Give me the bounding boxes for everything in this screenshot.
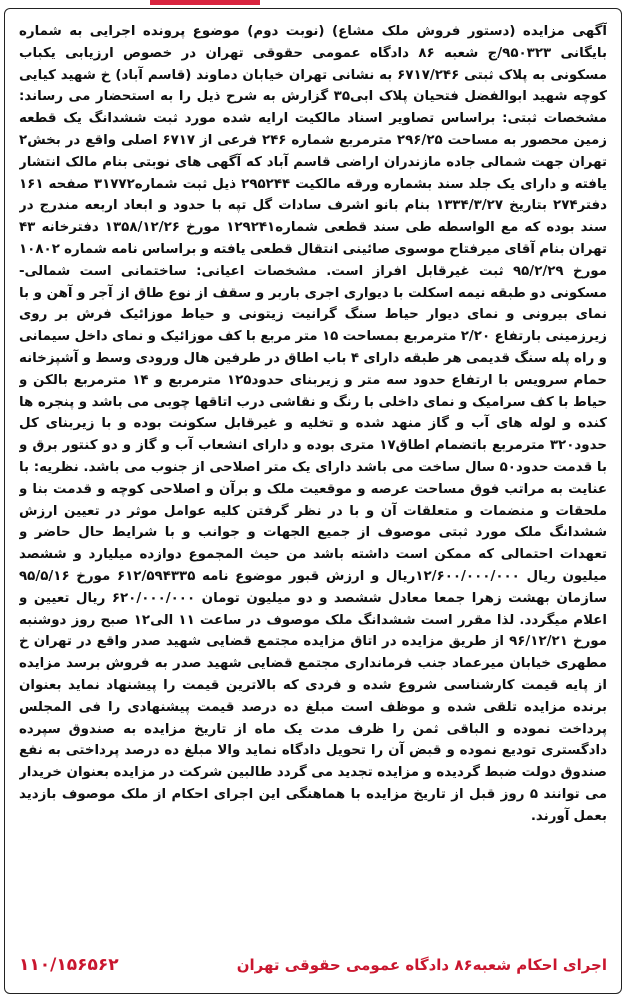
notice-code: ۱۱۰/۱۵۶۵۶۲ <box>19 955 119 975</box>
header-accent-bar <box>150 0 260 5</box>
notice-body <box>19 21 607 953</box>
notice-frame <box>4 8 622 994</box>
notice-text: آگهی مزایده (دستور فروش ملک مشاع) (نوبت دوم) موضوع پرونده اجرایی به شماره بایگانی ۹۵۰۳۲۳/ج شعبه ۸۶ دادگاه عمومی حقوقی تهران در خصوص ارزیابی یکباب مسکونی به پلاک ثبتی ۶۷۱۷/۲۴۶ به نشانی تهران خیابان دماوند (قاسم آباد) خ شهید کیایی کوچه شهید ابوالفضل فتحیان پلاک ابی۳۵ گزارش به شرح ذیل را به استحضار می رساند: مشخصات ثبتی: براساس تصاویر اسناد مالکیت ارایه شده مورد ثبت ششدانگ یک قطعه زمین محصور به مساحت ۲۹۶/۲۵ مترمربع شماره ۲۴۶ فرعی از ۶۷۱۷ اصلی واقع در بخش۲ تهران جهت شمالی جاده مازندران اراضی قاسم آباد که آگهی های نوبتی بنام مالک انتشار یافته و دارای یک جلد سند بشماره ورقه مالکیت ۲۹۵۲۴۴ ذیل ثبت شماره۳۱۷۷۲ صفحه ۱۶۱ دفتر۲۷۴ بتاریخ ۱۳۳۴/۳/۲۷ بنام بانو اشرف سادات گل تپه با حدود و ابعاد اربعه مندرج در سند بوده که مع الواسطه طی سند قطعی شماره۱۲۹۲۴۱ مورخ ۱۳۵۸/۱۲/۲۶ دفترخانه ۴۳ تهران بنام آقای میرفتاح موسوی صائینی انتقال قطعی یافته و براساس نامه شماره ۱۰۸۰۲ مورخ ۹۵/۲/۲۹ ثبت غیرقابل افراز است. مشخصات اعیانی: ساختمانی است شمالی- مسکونی دو طبقه نیمه اسکلت با دیواری اجری باربر و سقف از نوع طاق از آجر و آهن و با نمای بیرونی و نمای دیوار حیاط سنگ گرانیت زیتونی و حیاط موزائیک فرش بر روی زیرزمینی بارتفاع ۲/۲۰ مترمربع بمساحت ۱۵ متر مربع با کف موزائیک و نمای داخل سیمانی و راه پله سنگ قدیمی هر طبقه دارای ۴ باب اطاق در طرفین هال ورودی وسط و آشپزخانه حمام سرویس با ارتفاع حدود سه متر و زیربنای حدود۱۲۵ مترمربع و ۱۴ مترمربع بالکن و حیاط با کف سرامیک و نمای داخلی با رنگ و نقاشی درب اتاقها چوبی می باشد و پنجره ها کنده و لوله های آب و گاز منهد شده و تخلیه و غیرقابل سکونت بوده و با زیربنای کل حدود۳۲۰ مترمربع باتضمام اطاق۱۷ متری بوده و دارای انشعاب آب و گاز و دو کنتور برق و با قدمت حدود۵۰ سال ساخت می باشد دارای یک متر اصلاحی از جنوب می باشد. نظریه: با عنایت به مراتب فوق مساحت عرصه و موقعیت ملک و برآن و اصلاحی کوچه و قدمت بنا و ملحقات و منضمات و متعلقات آن و با در نظر گرفتن کلیه عوامل موثر در تعیین ارزش ششدانگ ملک مورد ثبتی موصوف از جمیع الجهات و جوانب و با شرایط حال حاضر و تعهدات احتمالی که ممکن است داشته باشد من حیث المجموع دوازده میلیارد و ششصد میلیون ریال ۱۲/۶۰۰/۰۰۰/۰۰۰ریال و ارزش قبور موضوع نامه ۶۱۲/۵۹۴۳۳۵ مورخ ۹۵/۵/۱۶ سازمان بهشت زهرا جمعا معادل ششصد و دو میلیون تومان ۶۲۰/۰۰۰/۰۰۰ ریال تعیین و اعلام میگردد. لذا مقرر است ششدانگ ملک موصوف در ساعت ۱۱ الی۱۲ صبح روز دوشنبه مورخ ۹۶/۱۲/۲۱ از طریق مزایده در اتاق مزایده مجتمع قضایی شهید صدر واقع در تهران خ مطهری خیابان میرعماد جنب فرمانداری مجتمع قضایی شهید صدر به فروش برسد مزایده از پایه قیمت کارشناسی شروع شده و فردی که بالاترین قیمت را پیشنهاد نماید بعنوان برنده مزایده تلقی شده و موظف است مبلغ ده درصد قیمت پیشنهادی را فی المجلس پرداخت نموده و الباقی ثمن را ظرف مدت یک ماه از تاریخ مزایده به صندوق سپرده دادگستری تودیع نموده و قبض آن را تحویل دادگاه نماید والا مبلغ ده درصد پرداختی به نفع صندوق دولت ضبط گردیده و مزایده تجدید می گردد طالبین شرکت در مزایده بعنوان خریدار می توانند ۵ روز قبل از تاریخ مزایده با هماهنگی این اجرای احکام از ملک موصوف بازدید بعمل آورند. <box>19 24 607 824</box>
notice-footer <box>19 951 607 979</box>
issuer-signature: اجرای احکام شعبه۸۶ دادگاه عمومی حقوقی تهران <box>236 956 607 974</box>
